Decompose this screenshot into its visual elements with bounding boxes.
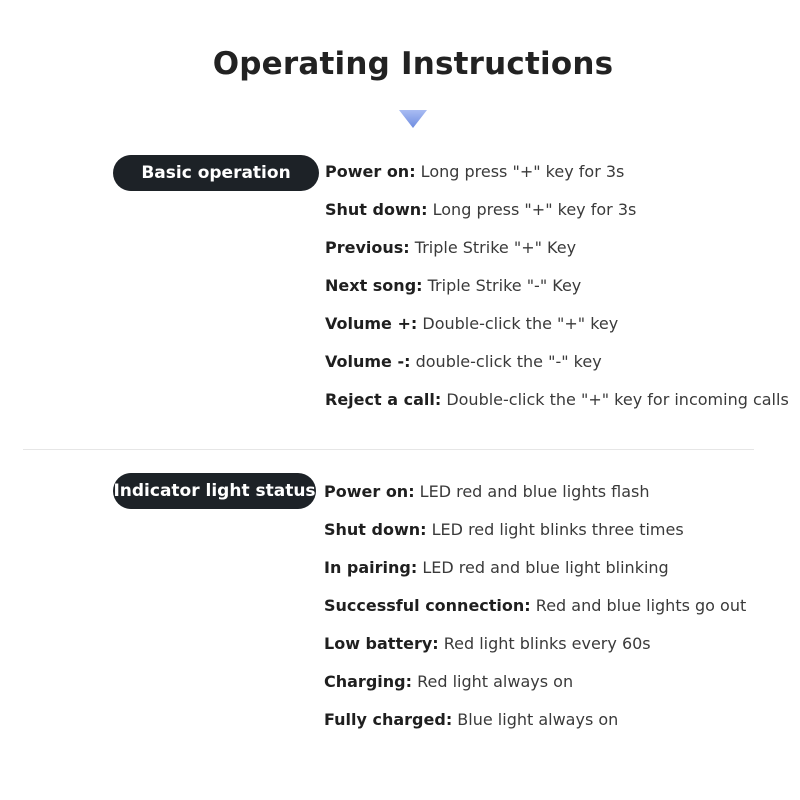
item-label: Volume +: bbox=[325, 314, 418, 333]
indicator-light-status-list bbox=[324, 478, 746, 744]
item-description: Triple Strike "+" Key bbox=[409, 238, 577, 257]
item-label: Low battery: bbox=[324, 634, 439, 653]
item-description: Long press "+" key for 3s bbox=[427, 200, 637, 219]
item-description: Red light blinks every 60s bbox=[438, 634, 651, 653]
item-description: Red light always on bbox=[412, 672, 574, 691]
list-item bbox=[325, 272, 789, 310]
section-divider bbox=[23, 449, 754, 450]
item-description: double-click the "-" key bbox=[410, 352, 602, 371]
item-label: Power on: bbox=[325, 162, 416, 181]
list-item bbox=[325, 386, 789, 424]
list-item bbox=[325, 158, 789, 196]
list-item bbox=[325, 196, 789, 234]
item-label: Shut down: bbox=[325, 200, 428, 219]
section-label-basic-operation: Basic operation bbox=[113, 155, 319, 191]
list-item bbox=[324, 668, 746, 706]
list-item bbox=[325, 310, 789, 348]
list-item bbox=[324, 516, 746, 554]
list-item bbox=[324, 630, 746, 668]
page-title: Operating Instructions bbox=[212, 46, 614, 82]
list-item bbox=[325, 234, 789, 272]
item-label: Next song: bbox=[325, 276, 423, 295]
list-item bbox=[324, 706, 746, 744]
list-item bbox=[324, 554, 746, 592]
item-description: Long press "+" key for 3s bbox=[415, 162, 625, 181]
item-label: Volume -: bbox=[325, 352, 411, 371]
list-item bbox=[324, 592, 746, 630]
item-label: Previous: bbox=[325, 238, 410, 257]
item-description: Blue light always on bbox=[452, 710, 619, 729]
item-description: Double-click the "+" key for incoming calls bbox=[441, 390, 789, 409]
item-description: Red and blue lights go out bbox=[530, 596, 747, 615]
item-label: Reject a call: bbox=[325, 390, 442, 409]
item-label: Power on: bbox=[324, 482, 415, 501]
item-description: LED red light blinks three times bbox=[426, 520, 684, 539]
section-label-indicator-light-status: Indicator light status bbox=[113, 473, 316, 509]
item-label: Charging: bbox=[324, 672, 412, 691]
item-description: LED red and blue lights flash bbox=[414, 482, 650, 501]
item-description: Double-click the "+" key bbox=[417, 314, 619, 333]
item-label: In pairing: bbox=[324, 558, 418, 577]
item-description: Triple Strike "-" Key bbox=[422, 276, 582, 295]
item-label: Fully charged: bbox=[324, 710, 453, 729]
down-arrow-icon bbox=[398, 109, 428, 129]
item-label: Successful connection: bbox=[324, 596, 531, 615]
item-description: LED red and blue light blinking bbox=[417, 558, 669, 577]
item-label: Shut down: bbox=[324, 520, 427, 539]
basic-operation-list bbox=[325, 158, 789, 424]
list-item bbox=[325, 348, 789, 386]
list-item bbox=[324, 478, 746, 516]
